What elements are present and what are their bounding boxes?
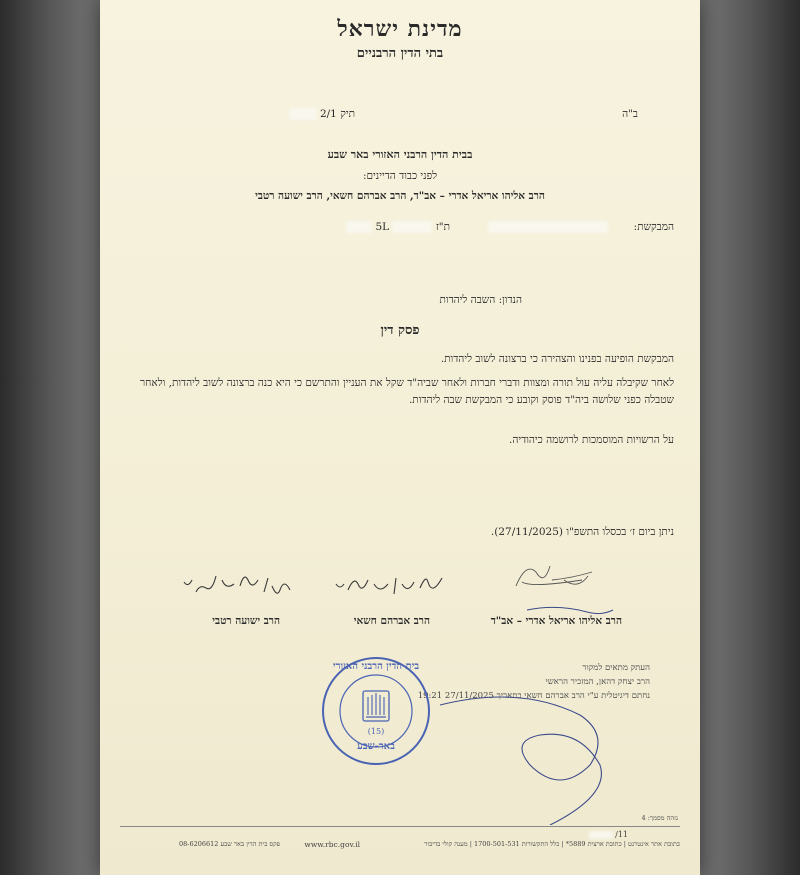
case-label: תיק <box>340 108 355 120</box>
copy-line-1: העתק מתאים למקור <box>582 663 650 673</box>
document-page <box>100 0 700 875</box>
courts-header: בתי הדין הרבניים <box>356 46 444 61</box>
paragraph-2: לאחר שקיבלה עליה עול תורה ומצוות ודברי חברות ולאחר שביה"ד שקל את העניין והתרשם כי היא כנה ברצונה לשוב ליהדות, ולאחר שטבלה כפני שלושה ביה"ד פוסק וקובע כי המבקשת שבה ליהדות. <box>140 377 674 406</box>
case-ref: 11/ <box>615 830 628 839</box>
pen-loop-mark <box>430 685 620 825</box>
redaction <box>392 221 432 233</box>
signature-ratbi <box>180 570 300 600</box>
subject-line: הנדון: השבה ליהדות <box>439 294 522 306</box>
case-number-line <box>289 108 355 120</box>
copy-line-3: נחתם דיגיטלית ע"י הרב אברהם חשאי בתאריך 27/11/2025 19:21 <box>417 691 650 701</box>
redaction <box>289 108 317 120</box>
footer-case-ref <box>589 830 628 839</box>
applicant-redacted-name <box>488 221 608 233</box>
id-partial: 5L <box>375 221 390 233</box>
bsd-mark: ב"ה <box>622 108 638 120</box>
case-number: 2/1 <box>319 108 337 120</box>
footer-website: www.rbc.gov.il <box>304 840 360 849</box>
stamp-top-text: בית הדין הרבני האזורי <box>332 661 420 672</box>
signature-hashai <box>330 572 450 602</box>
applicant-id <box>346 221 450 233</box>
state-header: מדינת ישראל <box>337 16 463 42</box>
footer-divider <box>120 826 680 827</box>
signatory-ratbi: הרב ישועה רטבי <box>212 615 280 627</box>
redaction <box>589 831 613 839</box>
court-judges: הרב אליהו אריאל אדרי – אב"ד, הרב אברהם חשאי, הרב ישועה רטבי <box>255 190 545 202</box>
redaction <box>488 221 608 233</box>
footer-fax: פקס בית הדין באר שבע 08-6206612 <box>178 840 280 848</box>
given-date: ניתן ביום ז׳ בכסלו התשפ"ו (27/11/2025). <box>490 526 674 538</box>
footer-contact: כתובת אתר אינטרנט | כתובת ארצית 5889* | כלל התקשורות 1700-501-531 | מענה קולי בדיבור <box>424 840 680 848</box>
paragraph-3: על הרשויות המוסמכות לרושמה כיהודיה. <box>509 434 674 446</box>
court-before: לפני כבוד הדיינים: <box>362 170 438 182</box>
id-label: ת"ז <box>435 221 450 233</box>
stamp-number: (15) <box>367 727 385 736</box>
copy-line-2: הרב יצחק דהאן, המזכיר הראשי <box>545 677 650 687</box>
court-name: בבית הדין הרבני האזורי באר שבע <box>327 148 473 161</box>
footer-note: נזהה מסמך: 4 <box>641 814 678 822</box>
signature-adri <box>492 562 602 598</box>
applicant-label: המבקשת: <box>633 221 674 233</box>
signatory-adri: הרב אליהו אריאל אדרי – אב"ד <box>490 615 622 627</box>
court-stamp <box>320 655 432 767</box>
redaction <box>346 221 372 233</box>
signatory-hashai: הרב אברהם חשאי <box>353 615 430 627</box>
paragraph-1: המבקשת הופיעה בפנינו והצהירה כי ברצונה לשוב ליהדות. <box>440 353 674 365</box>
stamp-bottom-text: באר-שבע <box>357 741 395 752</box>
ruling-title: פסק דין <box>380 323 420 338</box>
